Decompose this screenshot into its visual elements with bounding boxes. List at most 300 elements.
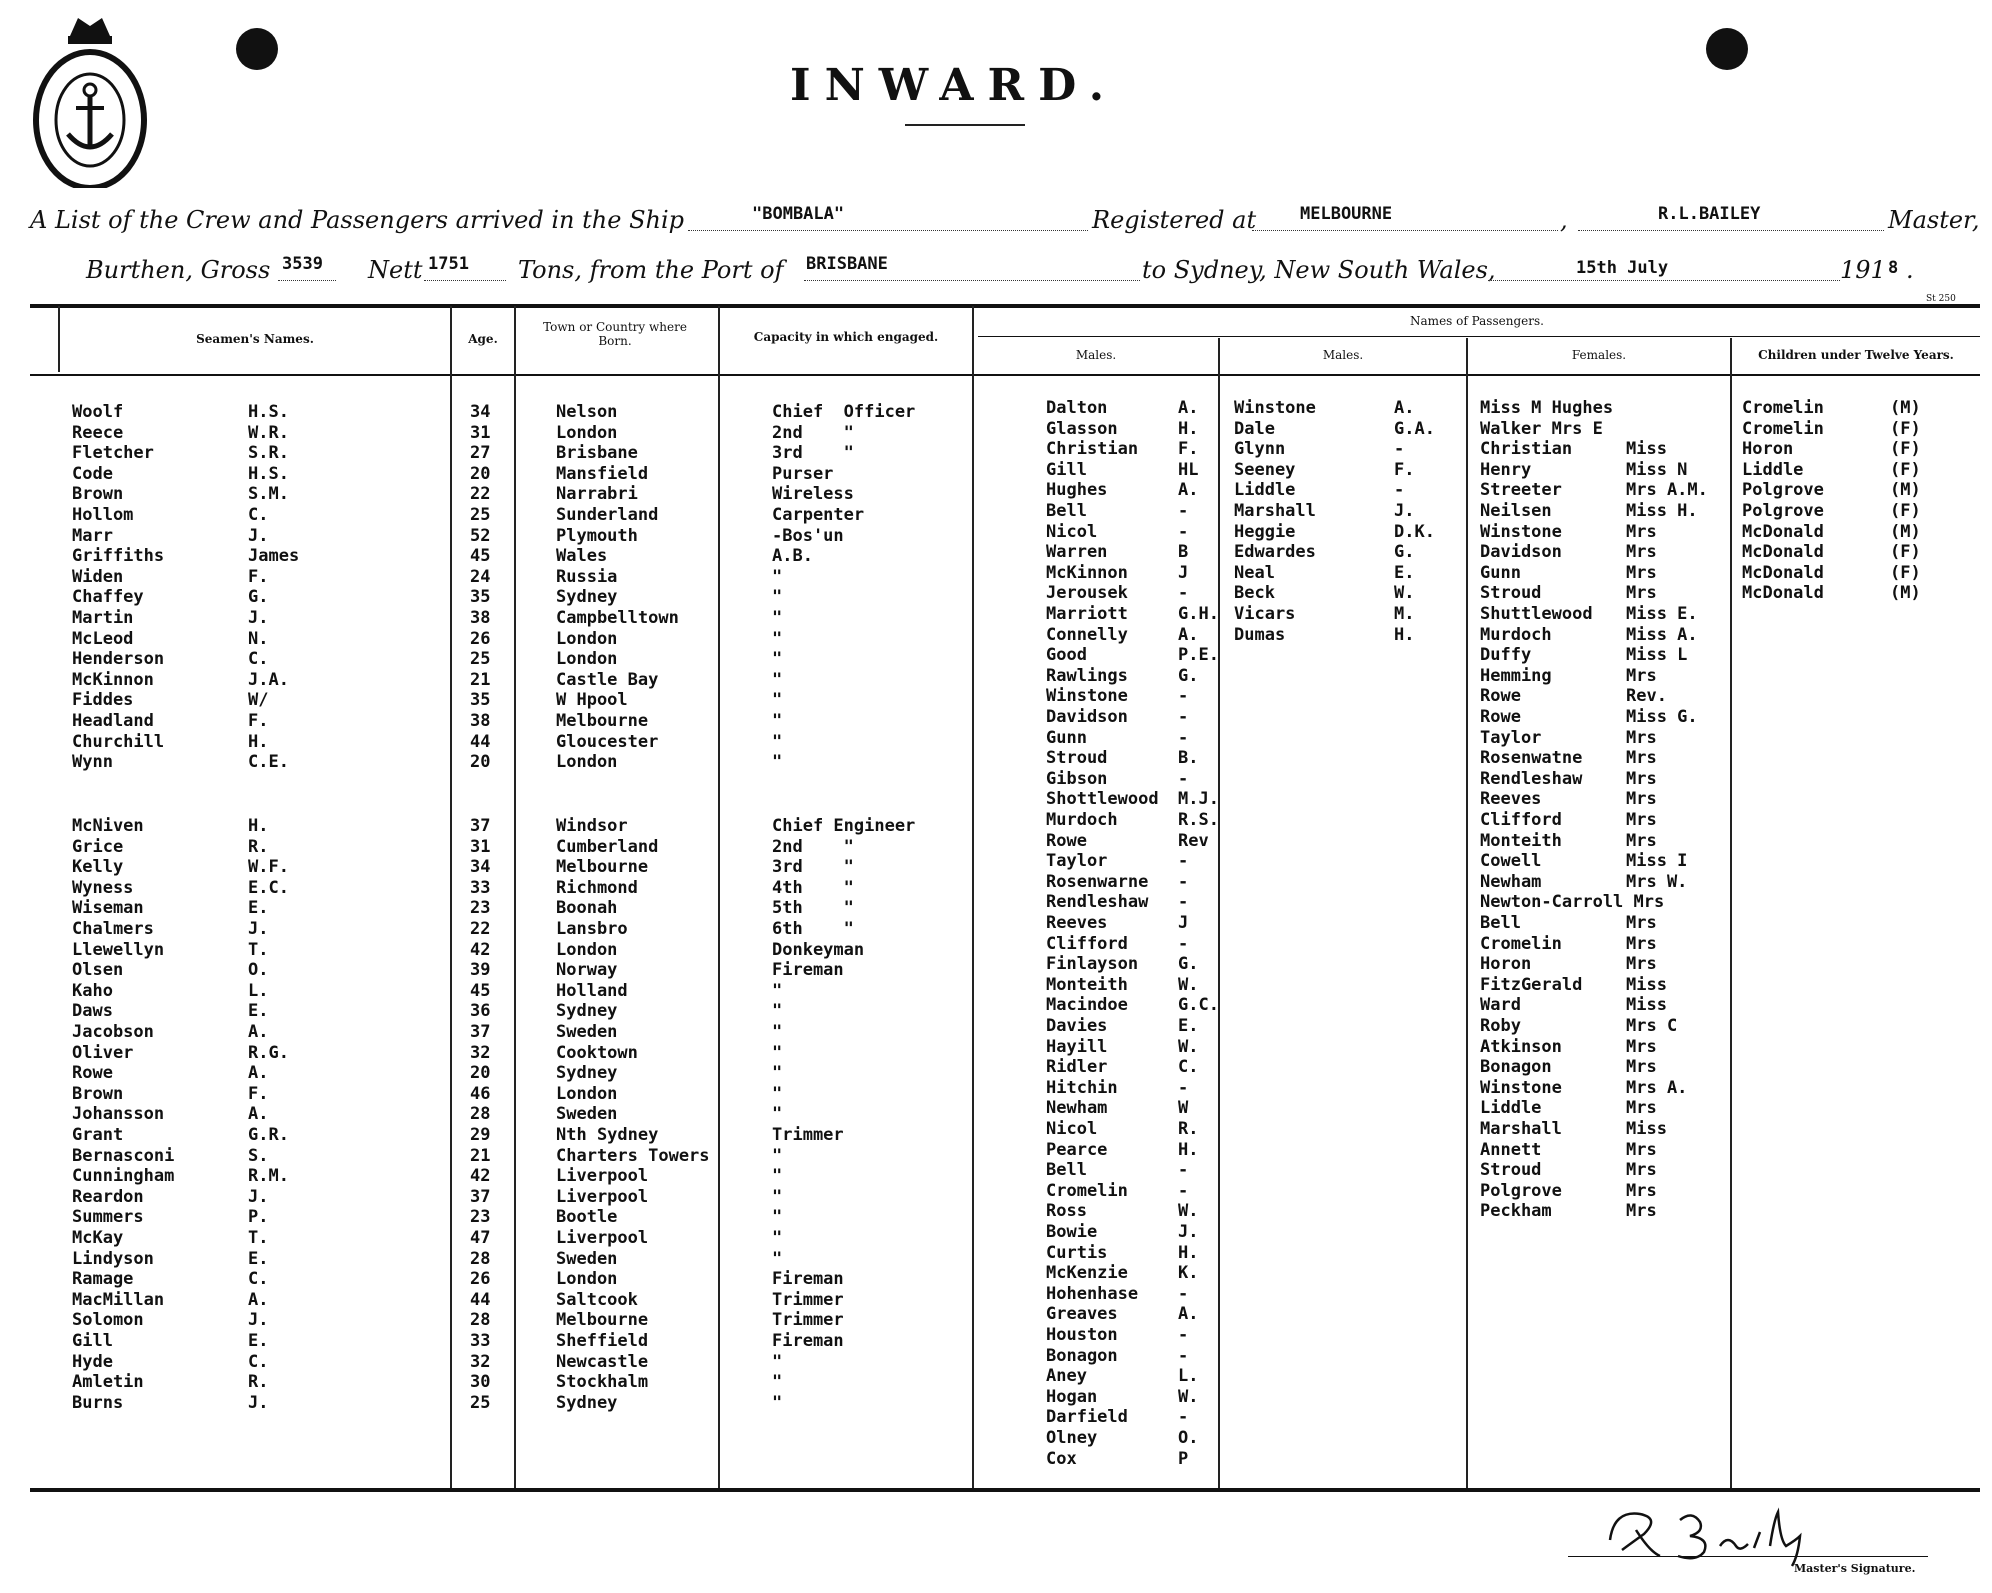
passenger-name: Newham [1480, 871, 1542, 892]
passenger-title: Mrs [1626, 768, 1657, 789]
crew-surname: Burns [72, 1392, 124, 1413]
crew-initials: N. [248, 628, 269, 649]
crew-age: 37 [470, 1186, 491, 1207]
passenger-name: Monteith [1046, 974, 1128, 995]
crew-birthplace: Melbourne [556, 857, 649, 878]
crew-capacity: Chief Officer [772, 402, 916, 422]
crew-initials: A. [248, 1104, 269, 1125]
crew-surname: McKinnon [72, 669, 154, 690]
passenger-name: Gill [1046, 459, 1087, 480]
crew-capacity: " [772, 669, 783, 690]
year-suffix: 8 [1888, 258, 1899, 278]
crew-surname: Llewellyn [72, 939, 165, 960]
passenger-title: J. [1178, 1222, 1199, 1242]
crew-age: 31 [470, 422, 491, 443]
crew-birthplace: Liverpool [556, 1186, 649, 1207]
crew-age: 32 [470, 1042, 491, 1063]
passenger-title: G.A. [1394, 418, 1435, 439]
passenger-name: Seeney [1234, 459, 1296, 480]
passenger-title: (M) [1890, 480, 1921, 501]
crew-birthplace: Melbourne [556, 711, 649, 731]
passenger-title: (F) [1890, 562, 1921, 583]
crew-birthplace: London [556, 1269, 618, 1290]
crew-capacity: 2nd " [772, 836, 854, 857]
passenger-name: Christian [1046, 439, 1139, 460]
passenger-name: Shuttlewood [1480, 604, 1593, 624]
crew-birthplace: Norway [556, 960, 618, 981]
crew-birthplace: Mansfield [556, 463, 649, 484]
passenger-name: Vicars [1234, 604, 1296, 624]
crew-capacity: 3rd " [772, 857, 854, 878]
crew-surname: Churchill [72, 731, 165, 752]
burthen-label: Burthen, Gross [86, 256, 271, 284]
crew-age: 28 [470, 1104, 491, 1125]
passenger-title: G.C. [1178, 995, 1219, 1016]
crew-age: 47 [470, 1228, 491, 1248]
passenger-title: R.S. [1178, 810, 1219, 830]
crew-birthplace: Sheffield [556, 1331, 649, 1351]
crew-initials: W.F. [248, 857, 289, 878]
passenger-title: Mrs [1626, 810, 1657, 830]
passenger-name: Macindoe [1046, 995, 1128, 1016]
passenger-name: Cromelin [1046, 1180, 1128, 1201]
crew-age: 45 [470, 546, 491, 567]
passenger-title: Miss E. [1626, 604, 1698, 624]
passenger-name: Reeves [1046, 913, 1108, 933]
crew-age: 22 [470, 484, 491, 505]
passenger-title: A. [1178, 624, 1199, 645]
passenger-name: Marshall [1234, 501, 1316, 521]
crew-initials: F. [248, 566, 269, 587]
passenger-title: Mrs [1626, 830, 1657, 851]
passenger-name: Streeter [1480, 480, 1562, 501]
passenger-name: Neilsen [1480, 501, 1552, 521]
crew-surname: Griffiths [72, 546, 165, 567]
crew-surname: Brown [72, 1083, 124, 1104]
crew-birthplace: Castle Bay [556, 669, 659, 690]
crew-surname: Reece [72, 422, 124, 443]
passenger-name: Bell [1046, 1160, 1087, 1181]
crew-initials: W/ [248, 690, 269, 711]
passenger-title: Mrs [1626, 913, 1657, 933]
passenger-title: Mrs [1626, 521, 1657, 542]
passenger-name: Marshall [1480, 1119, 1562, 1139]
crew-surname: McKay [72, 1228, 124, 1248]
col-header-females: Females. [1571, 348, 1627, 362]
passenger-name: Good [1046, 645, 1087, 666]
crew-capacity: Fireman [772, 960, 844, 981]
crew-age: 22 [470, 919, 491, 939]
passenger-name: Newham [1046, 1098, 1108, 1119]
crew-age: 25 [470, 649, 491, 670]
crew-capacity: " [772, 608, 783, 628]
crew-surname: Oliver [72, 1042, 134, 1063]
crew-age: 44 [470, 1289, 491, 1310]
passenger-name: Christian [1480, 439, 1573, 460]
crew-surname: Gill [72, 1331, 113, 1351]
form-number: St 250 [1926, 294, 1956, 304]
crew-initials: A. [248, 1022, 269, 1042]
passenger-name: McDonald [1742, 542, 1824, 563]
passenger-name: Polgrove [1742, 480, 1824, 501]
passenger-title: (F) [1890, 439, 1921, 460]
passenger-name: Atkinson [1480, 1036, 1562, 1057]
crew-age: 42 [470, 939, 491, 960]
crew-surname: Reardon [72, 1186, 144, 1207]
crew-capacity: -Bos'un [772, 525, 844, 546]
passenger-title: Mrs A. [1626, 1077, 1688, 1098]
crew-capacity: 2nd " [772, 422, 854, 443]
passenger-title: W. [1178, 1036, 1199, 1057]
passenger-name: Polgrove [1742, 501, 1824, 521]
crew-capacity: " [772, 1104, 783, 1125]
punch-hole-right [1706, 28, 1748, 70]
crew-birthplace: Lansbro [556, 919, 628, 939]
crew-surname: Grice [72, 836, 124, 857]
crew-surname: Cunningham [72, 1166, 175, 1187]
registered-port: MELBOURNE [1300, 204, 1393, 224]
passenger-title: H. [1178, 418, 1199, 439]
crew-surname: Solomon [72, 1310, 144, 1331]
crew-capacity: " [772, 1207, 783, 1228]
passenger-name: Liddle [1742, 459, 1804, 480]
crew-birthplace: London [556, 752, 618, 773]
crew-age: 24 [470, 566, 491, 587]
crew-initials: J. [248, 1392, 269, 1413]
crew-surname: Martin [72, 608, 134, 628]
crew-age: 34 [470, 857, 491, 878]
crew-initials: A. [248, 1063, 269, 1084]
crew-age: 35 [470, 587, 491, 608]
crew-birthplace: Boonah [556, 898, 618, 919]
crew-initials: S. [248, 1145, 269, 1166]
crew-capacity: " [772, 1392, 783, 1413]
passenger-name: McDonald [1742, 562, 1824, 583]
passenger-name: Newton-Carroll Mrs [1480, 892, 1665, 913]
passenger-title: G. [1178, 954, 1199, 975]
passenger-name: Cromelin [1480, 933, 1562, 954]
passenger-title: Mrs [1626, 789, 1657, 810]
passenger-name: Hogan [1046, 1386, 1098, 1407]
crew-birthplace: Sweden [556, 1022, 618, 1042]
crew-capacity: Chief Engineer [772, 816, 916, 836]
crew-age: 23 [470, 898, 491, 919]
title-ornament [905, 124, 1025, 132]
passenger-name: Reeves [1480, 789, 1542, 810]
passenger-name: Rawlings [1046, 665, 1128, 686]
passenger-header-rule [978, 336, 1980, 337]
crew-initials: E. [248, 1331, 269, 1351]
registered-label: Registered at [1092, 206, 1257, 234]
crew-capacity: " [772, 711, 783, 731]
passenger-title: - [1178, 501, 1189, 521]
gross-tonnage: 3539 [282, 254, 323, 274]
crew-initials: P. [248, 1207, 269, 1228]
crew-capacity: 5th " [772, 898, 854, 919]
passenger-name: Cox [1046, 1448, 1077, 1469]
crew-surname: Chalmers [72, 919, 154, 939]
crew-birthplace: Russia [556, 566, 618, 587]
col-divider-passengers [972, 306, 974, 1488]
from-port: BRISBANE [806, 254, 888, 274]
crew-capacity: " [772, 1228, 783, 1248]
nett-tonnage: 1751 [428, 254, 469, 274]
passenger-name: McKenzie [1046, 1263, 1128, 1284]
passenger-title: A. [1178, 398, 1199, 418]
passenger-title: - [1178, 1325, 1189, 1345]
crew-birthplace: Cooktown [556, 1042, 638, 1063]
shipping-master-seal-logo [30, 8, 150, 188]
crew-surname: Lindyson [72, 1248, 154, 1269]
crew-age: 28 [470, 1248, 491, 1269]
passenger-title: J [1178, 913, 1189, 933]
crew-birthplace: Windsor [556, 816, 628, 836]
col-divider-females [1466, 338, 1468, 1488]
crew-initials: C. [248, 649, 269, 670]
passenger-title: G. [1178, 665, 1199, 686]
crew-capacity: " [772, 731, 783, 752]
col-header-seamen-names: Seamen's Names. [196, 332, 314, 346]
passenger-name: Bowie [1046, 1222, 1098, 1242]
passenger-title: - [1178, 521, 1189, 542]
passenger-title: Mrs [1626, 1180, 1657, 1201]
crew-initials: C. [248, 1269, 269, 1290]
crew-capacity: A.B. [772, 546, 813, 567]
passenger-title: Miss [1626, 1119, 1667, 1139]
passenger-name: Horon [1742, 439, 1794, 460]
passenger-name: Murdoch [1480, 624, 1552, 645]
crew-birthplace: London [556, 649, 618, 670]
passenger-name: Hayill [1046, 1036, 1108, 1057]
passenger-name: FitzGerald [1480, 974, 1583, 995]
passenger-name: Hemming [1480, 665, 1552, 686]
passenger-title: H. [1178, 1139, 1199, 1160]
crew-age: 37 [470, 1022, 491, 1042]
crew-initials: C. [248, 1351, 269, 1372]
punch-hole-left [236, 28, 278, 70]
crew-capacity: Trimmer [772, 1289, 844, 1310]
passenger-name: Davidson [1046, 707, 1128, 727]
crew-age: 45 [470, 980, 491, 1001]
crew-surname: Woolf [72, 402, 124, 422]
passenger-title: (M) [1890, 583, 1921, 604]
passenger-title: W. [1178, 974, 1199, 995]
column-header-rule [30, 374, 1980, 376]
crew-birthplace: Liverpool [556, 1228, 649, 1248]
passenger-title: W. [1178, 1201, 1199, 1222]
crew-birthplace: Narrabri [556, 484, 638, 505]
crew-age: 21 [470, 669, 491, 690]
passenger-title: B [1178, 542, 1189, 563]
crew-age: 31 [470, 836, 491, 857]
passenger-name: Rowe [1480, 707, 1521, 727]
crew-initials: H.S. [248, 402, 289, 422]
ship-name: "BOMBALA" [752, 204, 845, 224]
passenger-name: Dale [1234, 418, 1275, 439]
crew-birthplace: Sunderland [556, 505, 659, 525]
crew-initials: H. [248, 731, 269, 752]
crew-initials: J. [248, 1310, 269, 1331]
passenger-name: Annett [1480, 1139, 1542, 1160]
registered-port-underline [1252, 230, 1558, 231]
passenger-name: Greaves [1046, 1304, 1118, 1325]
crew-surname: Kaho [72, 980, 113, 1001]
passenger-title: - [1178, 686, 1189, 707]
passenger-name: Gunn [1046, 727, 1087, 748]
passenger-name: Ridler [1046, 1057, 1108, 1078]
crew-surname: Fiddes [72, 690, 134, 711]
crew-capacity: Fireman [772, 1331, 844, 1351]
passenger-title: Mrs [1626, 1139, 1657, 1160]
crew-age: 23 [470, 1207, 491, 1228]
crew-capacity: " [772, 1372, 783, 1393]
passenger-title: - [1178, 1283, 1189, 1304]
crew-initials: R. [248, 836, 269, 857]
passenger-name: Liddle [1234, 480, 1296, 501]
passenger-name: Rendleshaw [1480, 768, 1583, 789]
crew-surname: Hyde [72, 1351, 113, 1372]
master-label: Master, [1888, 206, 1980, 234]
passenger-name: Nicol [1046, 521, 1098, 542]
passenger-title: A. [1178, 480, 1199, 501]
crew-age: 36 [470, 1001, 491, 1022]
crew-age: 44 [470, 731, 491, 752]
passenger-name: Winstone [1480, 1077, 1562, 1098]
passenger-name: Dalton [1046, 398, 1108, 418]
passenger-name: Davies [1046, 1016, 1108, 1036]
crew-initials: E. [248, 1001, 269, 1022]
crew-initials: A. [248, 1289, 269, 1310]
crew-capacity: " [772, 1083, 783, 1104]
crew-capacity: " [772, 980, 783, 1001]
passenger-name: McKinnon [1046, 562, 1128, 583]
passenger-title: - [1178, 727, 1189, 748]
period: . [1906, 256, 1914, 284]
crew-initials: J. [248, 1186, 269, 1207]
passenger-title: Mrs [1626, 665, 1657, 686]
crew-age: 46 [470, 1083, 491, 1104]
from-port-underline [804, 280, 1140, 281]
crew-surname: Grant [72, 1125, 124, 1145]
col-header-capacity: Capacity in which engaged. [753, 330, 939, 344]
crew-birthplace: Brisbane [556, 443, 638, 464]
passenger-name: Taylor [1480, 727, 1542, 748]
passenger-name: Stroud [1480, 1160, 1542, 1181]
passenger-title: W [1178, 1098, 1189, 1119]
crew-age: 33 [470, 877, 491, 898]
crew-surname: Wiseman [72, 898, 144, 919]
crew-capacity: " [772, 1063, 783, 1084]
crew-initials: J. [248, 919, 269, 939]
date-underline [1488, 280, 1840, 281]
col-header-children: Children under Twelve Years. [1758, 348, 1954, 362]
crew-capacity: " [772, 587, 783, 608]
crew-age: 25 [470, 1392, 491, 1413]
passenger-name: Winstone [1234, 398, 1316, 418]
crew-age: 26 [470, 628, 491, 649]
crew-capacity: 4th " [772, 877, 854, 898]
crew-capacity: " [772, 1248, 783, 1269]
crew-capacity: Wireless [772, 484, 854, 505]
master-name-underline [1578, 230, 1884, 231]
crew-surname: Fletcher [72, 443, 154, 464]
signature-line [1568, 1556, 1928, 1557]
crew-age: 25 [470, 505, 491, 525]
passenger-title: D.K. [1394, 521, 1435, 542]
crew-surname: Daws [72, 1001, 113, 1022]
crew-list-heading: A List of the Crew and Passengers arrived in the Ship [30, 206, 684, 234]
passenger-name: Ross [1046, 1201, 1087, 1222]
passenger-name: Miss M Hughes [1480, 398, 1614, 418]
passenger-title: - [1394, 439, 1405, 460]
passenger-name: Peckham [1480, 1201, 1552, 1222]
passenger-title: Mrs [1626, 1160, 1657, 1181]
table-top-rule [30, 304, 1980, 308]
crew-initials: G. [248, 587, 269, 608]
passenger-name: Henry [1480, 459, 1532, 480]
crew-initials: S.M. [248, 484, 289, 505]
col-divider-age [450, 306, 452, 1488]
passenger-name: Rowe [1046, 830, 1087, 851]
passenger-name: Finlayson [1046, 954, 1139, 975]
passenger-name: Houston [1046, 1325, 1118, 1345]
crew-initials: O. [248, 960, 269, 981]
passenger-name: Bonagon [1480, 1057, 1552, 1078]
passenger-title: Mrs [1626, 583, 1657, 604]
crew-surname: Olsen [72, 960, 124, 981]
passenger-title: Mrs [1626, 542, 1657, 563]
col-header-males-1: Males. [1075, 348, 1117, 362]
crew-birthplace: Saltcook [556, 1289, 638, 1310]
crew-initials: C.E. [248, 752, 289, 773]
passenger-title: H. [1394, 624, 1415, 645]
passenger-title: G.H. [1178, 604, 1219, 624]
crew-birthplace: London [556, 628, 618, 649]
passenger-title: L. [1178, 1366, 1199, 1387]
crew-birthplace: Sydney [556, 1063, 618, 1084]
crew-surname: MacMillan [72, 1289, 165, 1310]
crew-surname: McLeod [72, 628, 134, 649]
passenger-name: Clifford [1046, 933, 1128, 954]
crew-birthplace: Richmond [556, 877, 638, 898]
crew-surname: McNiven [72, 816, 144, 836]
col-header-passengers: Names of Passengers. [1410, 314, 1544, 328]
crew-capacity: " [772, 690, 783, 711]
col-divider-males2 [1218, 338, 1220, 1488]
passenger-title: H. [1178, 1242, 1199, 1263]
crew-capacity: " [772, 1186, 783, 1207]
passenger-name: Edwardes [1234, 542, 1316, 563]
passenger-name: Winstone [1480, 521, 1562, 542]
passenger-name: Warren [1046, 542, 1108, 563]
tons-from-port-label: Tons, from the Port of [518, 256, 784, 284]
crew-initials: R. [248, 1372, 269, 1393]
passenger-title: E. [1178, 1016, 1199, 1036]
col-header-males-2: Males. [1322, 348, 1364, 362]
table-bottom-rule [30, 1488, 1980, 1492]
passenger-name: Aney [1046, 1366, 1087, 1387]
signature-label: Master's Signature. [1794, 1562, 1916, 1575]
crew-age: 35 [470, 690, 491, 711]
passenger-title: Mrs [1626, 727, 1657, 748]
passenger-title: - [1178, 892, 1189, 913]
passenger-title: - [1178, 871, 1189, 892]
crew-surname: Hollom [72, 505, 134, 525]
passenger-title: Rev [1178, 830, 1209, 851]
crew-surname: Brown [72, 484, 124, 505]
crew-age: 38 [470, 711, 491, 731]
passenger-title: O. [1178, 1428, 1199, 1448]
